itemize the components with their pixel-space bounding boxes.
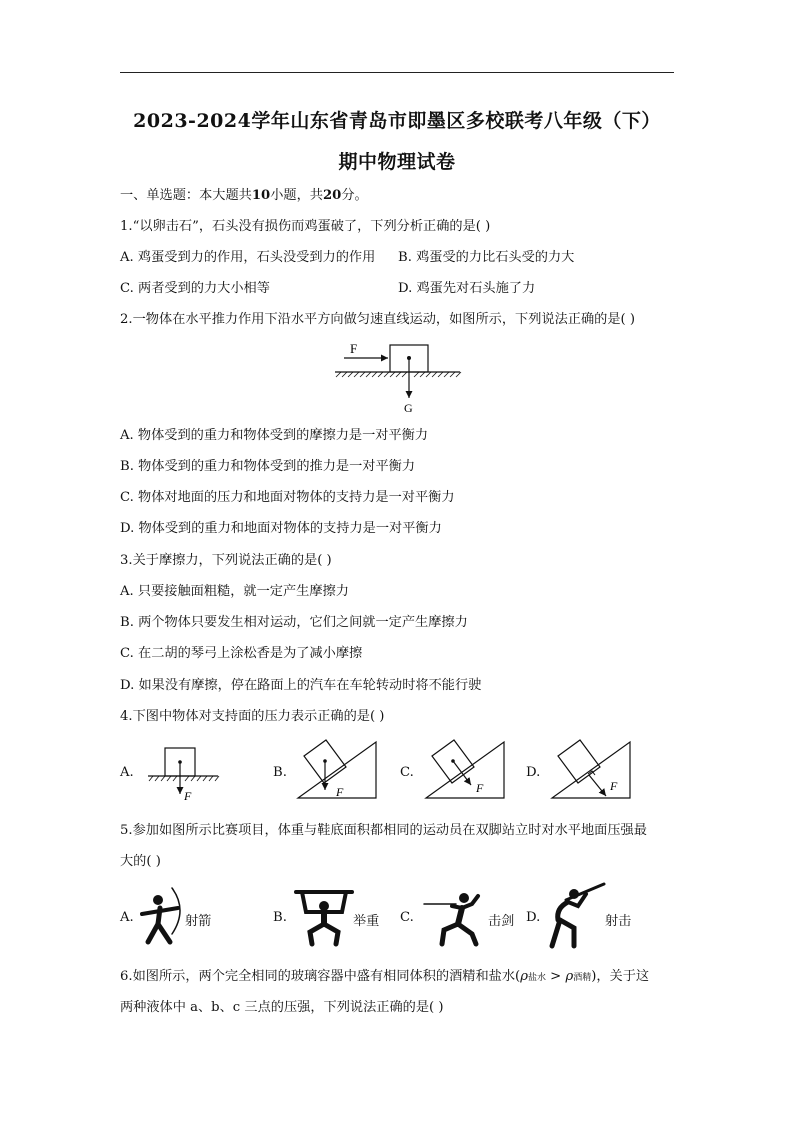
q3-option-b[interactable]: B. 两个物体只要发生相对运动，它们之间就一定产生摩擦力 — [120, 615, 468, 630]
q5-option-b-label[interactable]: B. — [273, 910, 287, 925]
q2-figure — [330, 336, 470, 416]
svg-text:F: F — [610, 779, 618, 793]
q2-stem: 2.一物体在水平推力作用下沿水平方向做匀速直线运动，如图所示，下列说法正确的是( ) — [120, 312, 635, 327]
q2-ground-hatch — [336, 372, 461, 377]
q3-option-c[interactable]: C. 在二胡的琴弓上涂松香是为了减小摩擦 — [120, 646, 363, 661]
q6-stem-line1: 6.如图所示，两个完全相同的玻璃容器中盛有相同体积的酒精和盐水(ρ盐水 > ρ酒精)，关于这 — [120, 969, 650, 984]
q4-stem: 4.下图中物体对支持面的压力表示正确的是( ) — [120, 709, 385, 724]
q2-label-f: F — [350, 341, 358, 356]
exam-title-line2: 期中物理试卷 — [338, 151, 456, 173]
svg-text:F: F — [476, 781, 484, 795]
svg-text:F: F — [336, 785, 344, 799]
q5-option-d-label[interactable]: D. — [526, 910, 541, 925]
q4-option-a-label[interactable]: A. — [120, 765, 134, 780]
q3-option-a[interactable]: A. 只要接触面粗糙，就一定产生摩擦力 — [120, 584, 349, 599]
q4-figure-b[interactable] — [290, 738, 382, 804]
q5-archery-pictogram[interactable] — [138, 884, 190, 950]
q2-option-b[interactable]: B. 物体受到的重力和物体受到的推力是一对平衡力 — [120, 459, 416, 474]
q5-option-a-label[interactable]: A. — [120, 910, 134, 925]
q2-option-d[interactable]: D. 物体受到的重力和地面对物体的支持力是一对平衡力 — [120, 521, 442, 536]
q1-option-b[interactable]: B. 鸡蛋受的力比石头受的力大 — [398, 250, 575, 265]
svg-text:F: F — [184, 789, 192, 803]
q1-option-a[interactable]: A. 鸡蛋受到力的作用，石头没受到力的作用 — [120, 250, 376, 265]
q5-weightlifting-label: 举重 — [353, 914, 380, 929]
q5-shooting-pictogram[interactable] — [544, 880, 608, 950]
q4-option-c-label[interactable]: C. — [400, 765, 414, 780]
q1-option-d[interactable]: D. 鸡蛋先对石头施了力 — [398, 281, 536, 296]
q4-option-b-label[interactable]: B. — [273, 765, 287, 780]
q5-shooting-label: 射击 — [605, 914, 632, 929]
q5-option-c-label[interactable]: C. — [400, 910, 414, 925]
q4-figure-c[interactable] — [418, 738, 510, 804]
q2-option-c[interactable]: C. 物体对地面的压力和地面对物体的支持力是一对平衡力 — [120, 490, 455, 505]
q5-fencing-label: 击剑 — [488, 914, 515, 929]
q4-figure-a[interactable] — [140, 742, 230, 804]
q5-fencing-pictogram[interactable] — [422, 884, 486, 950]
q6-stem-line2: 两种液体中 a、b、c 三点的压强，下列说法正确的是( ) — [120, 1000, 444, 1015]
q5-archery-label: 射箭 — [185, 914, 212, 929]
q5-stem-line1: 5.参加如图所示比赛项目，体重与鞋底面积都相同的运动员在双脚站立时对水平地面压强最 — [120, 823, 647, 838]
q4-figure-d[interactable] — [544, 738, 636, 804]
q3-option-d[interactable]: D. 如果没有摩擦，停在路面上的汽车在车轮转动时将不能行驶 — [120, 678, 482, 693]
q1-stem: 1.“以卵击石”，石头没有损伤而鸡蛋破了，下列分析正确的是( ) — [120, 219, 491, 234]
q2-label-g: G — [404, 401, 413, 415]
section-heading: 一、单选题：本大题共10小题，共20分。 — [120, 188, 368, 203]
q3-stem: 3.关于摩擦力，下列说法正确的是( ) — [120, 553, 332, 568]
q1-option-c[interactable]: C. 两者受到的力大小相等 — [120, 281, 270, 296]
q2-option-a[interactable]: A. 物体受到的重力和物体受到的摩擦力是一对平衡力 — [120, 428, 429, 443]
exam-title-line1: 2023-2024学年山东省青岛市即墨区多校联考八年级（下） — [133, 110, 661, 132]
q5-stem-line2: 大的( ) — [120, 854, 161, 869]
header-rule — [120, 72, 674, 73]
q4-option-d-label[interactable]: D. — [526, 765, 541, 780]
q5-weightlifting-pictogram[interactable] — [292, 884, 356, 950]
